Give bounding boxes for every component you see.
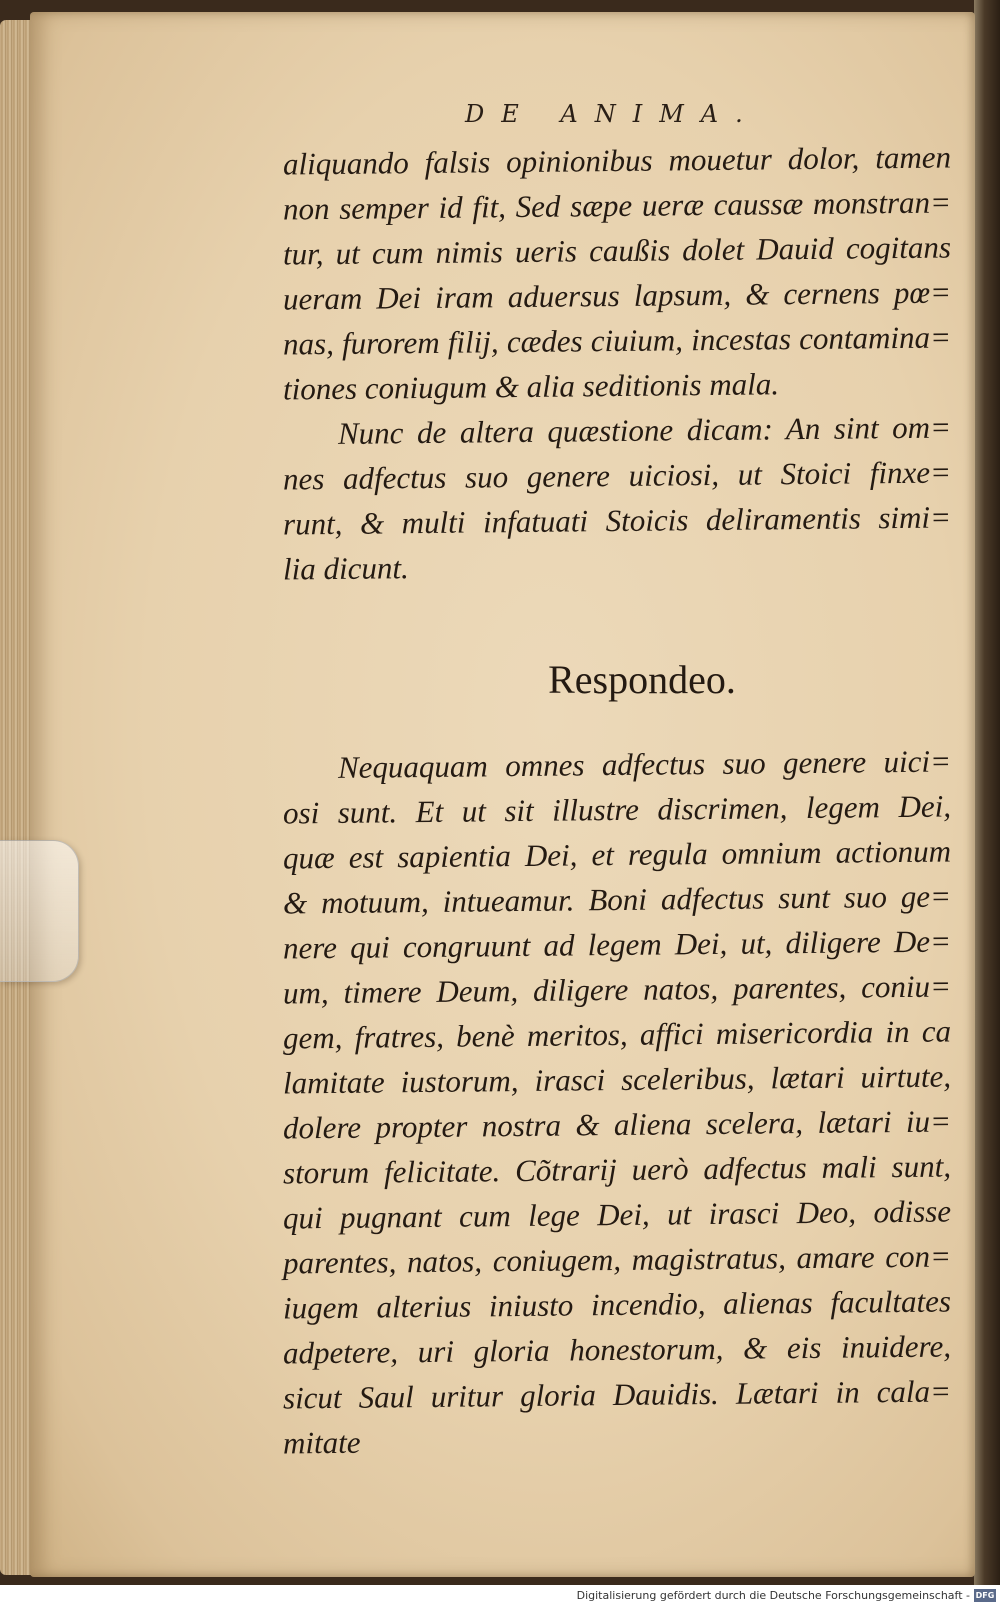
text-line: storum felicitate. Cõtrarij uerò adfectus mali sunt, <box>282 1148 952 1191</box>
text-line: aliquando falsis opinionibus mouetur dolor, tamen <box>282 139 952 182</box>
paragraph-3 <box>283 742 951 1417</box>
dfg-logo: DFG <box>975 1591 995 1600</box>
text-line: lamitate iustorum, irasci sceleribus, lætari uirtute, <box>282 1058 952 1101</box>
text-line: osi sunt. Et ut sit illustre discrimen, legem Dei, <box>282 788 952 831</box>
text-line: quæ est sapientia Dei, et regula omnium actionum <box>282 833 952 876</box>
text-line: nas, furorem filij, cædes ciuium, incestas contamina= <box>282 319 952 362</box>
page-clip <box>0 840 79 982</box>
text-line: nes adfectus suo genere uiciosi, ut Stoici finxe= <box>282 454 952 497</box>
text-line: nere qui congruunt ad legem Dei, ut, diligere De= <box>282 923 952 966</box>
spacer <box>283 588 951 630</box>
text-block <box>283 138 951 1462</box>
text-line: sicut Saul uritur gloria Dauidis. Lætari in cala= <box>282 1373 952 1416</box>
digitization-credit: Digitalisierung gefördert durch die Deutsche Forschungsgemeinschaft - <box>576 1589 970 1602</box>
text-line: tiones coniugum & alia seditionis mala. <box>282 366 780 407</box>
text-line: gem, fratres, benè meritos, affici misericordia in ca <box>282 1013 952 1056</box>
text-line: um, timere Deum, diligere natos, parentes, coniu= <box>282 968 952 1011</box>
text-line: Nequaquam omnes adfectus suo genere uici= <box>337 743 952 785</box>
text-line: parentes, natos, coniugem, magistratus, amare con= <box>282 1238 952 1281</box>
text-line: lia dicunt. <box>282 550 409 587</box>
section-heading: Respondeo. <box>548 657 736 702</box>
paragraph-2 <box>283 408 951 588</box>
text-line: & motuum, intueamur. Boni adfectus sunt suo ge= <box>282 878 952 921</box>
text-line: adpetere, uri gloria honestorum, & eis inuidere, <box>282 1328 952 1371</box>
text-line: non semper id fit, Sed sæpe ueræ caussæ monstran= <box>282 184 952 227</box>
catchword: mitate <box>282 1424 361 1461</box>
book-binding <box>974 0 1000 1585</box>
text-line: ueram Dei iram aduersus lapsum, & cernens pœ= <box>282 274 952 317</box>
text-line: runt, & multi infatuati Stoicis deliramentis simi= <box>282 499 952 542</box>
text-line: Nunc de altera quæstione dicam: An sint om= <box>337 409 952 451</box>
running-head: DE ANIMA. <box>465 100 760 128</box>
text-line: iugem alterius iniusto incendio, alienas facultates <box>282 1283 952 1326</box>
text-line: tur, ut cum nimis ueris caußis dolet Dauid cogitans <box>282 229 952 272</box>
text-line: qui pugnant cum lege Dei, ut irasci Deo, odisse <box>282 1193 952 1236</box>
text-line: dolere propter nostra & aliena scelera, lætari iu= <box>282 1103 952 1146</box>
paragraph-1 <box>283 138 951 408</box>
